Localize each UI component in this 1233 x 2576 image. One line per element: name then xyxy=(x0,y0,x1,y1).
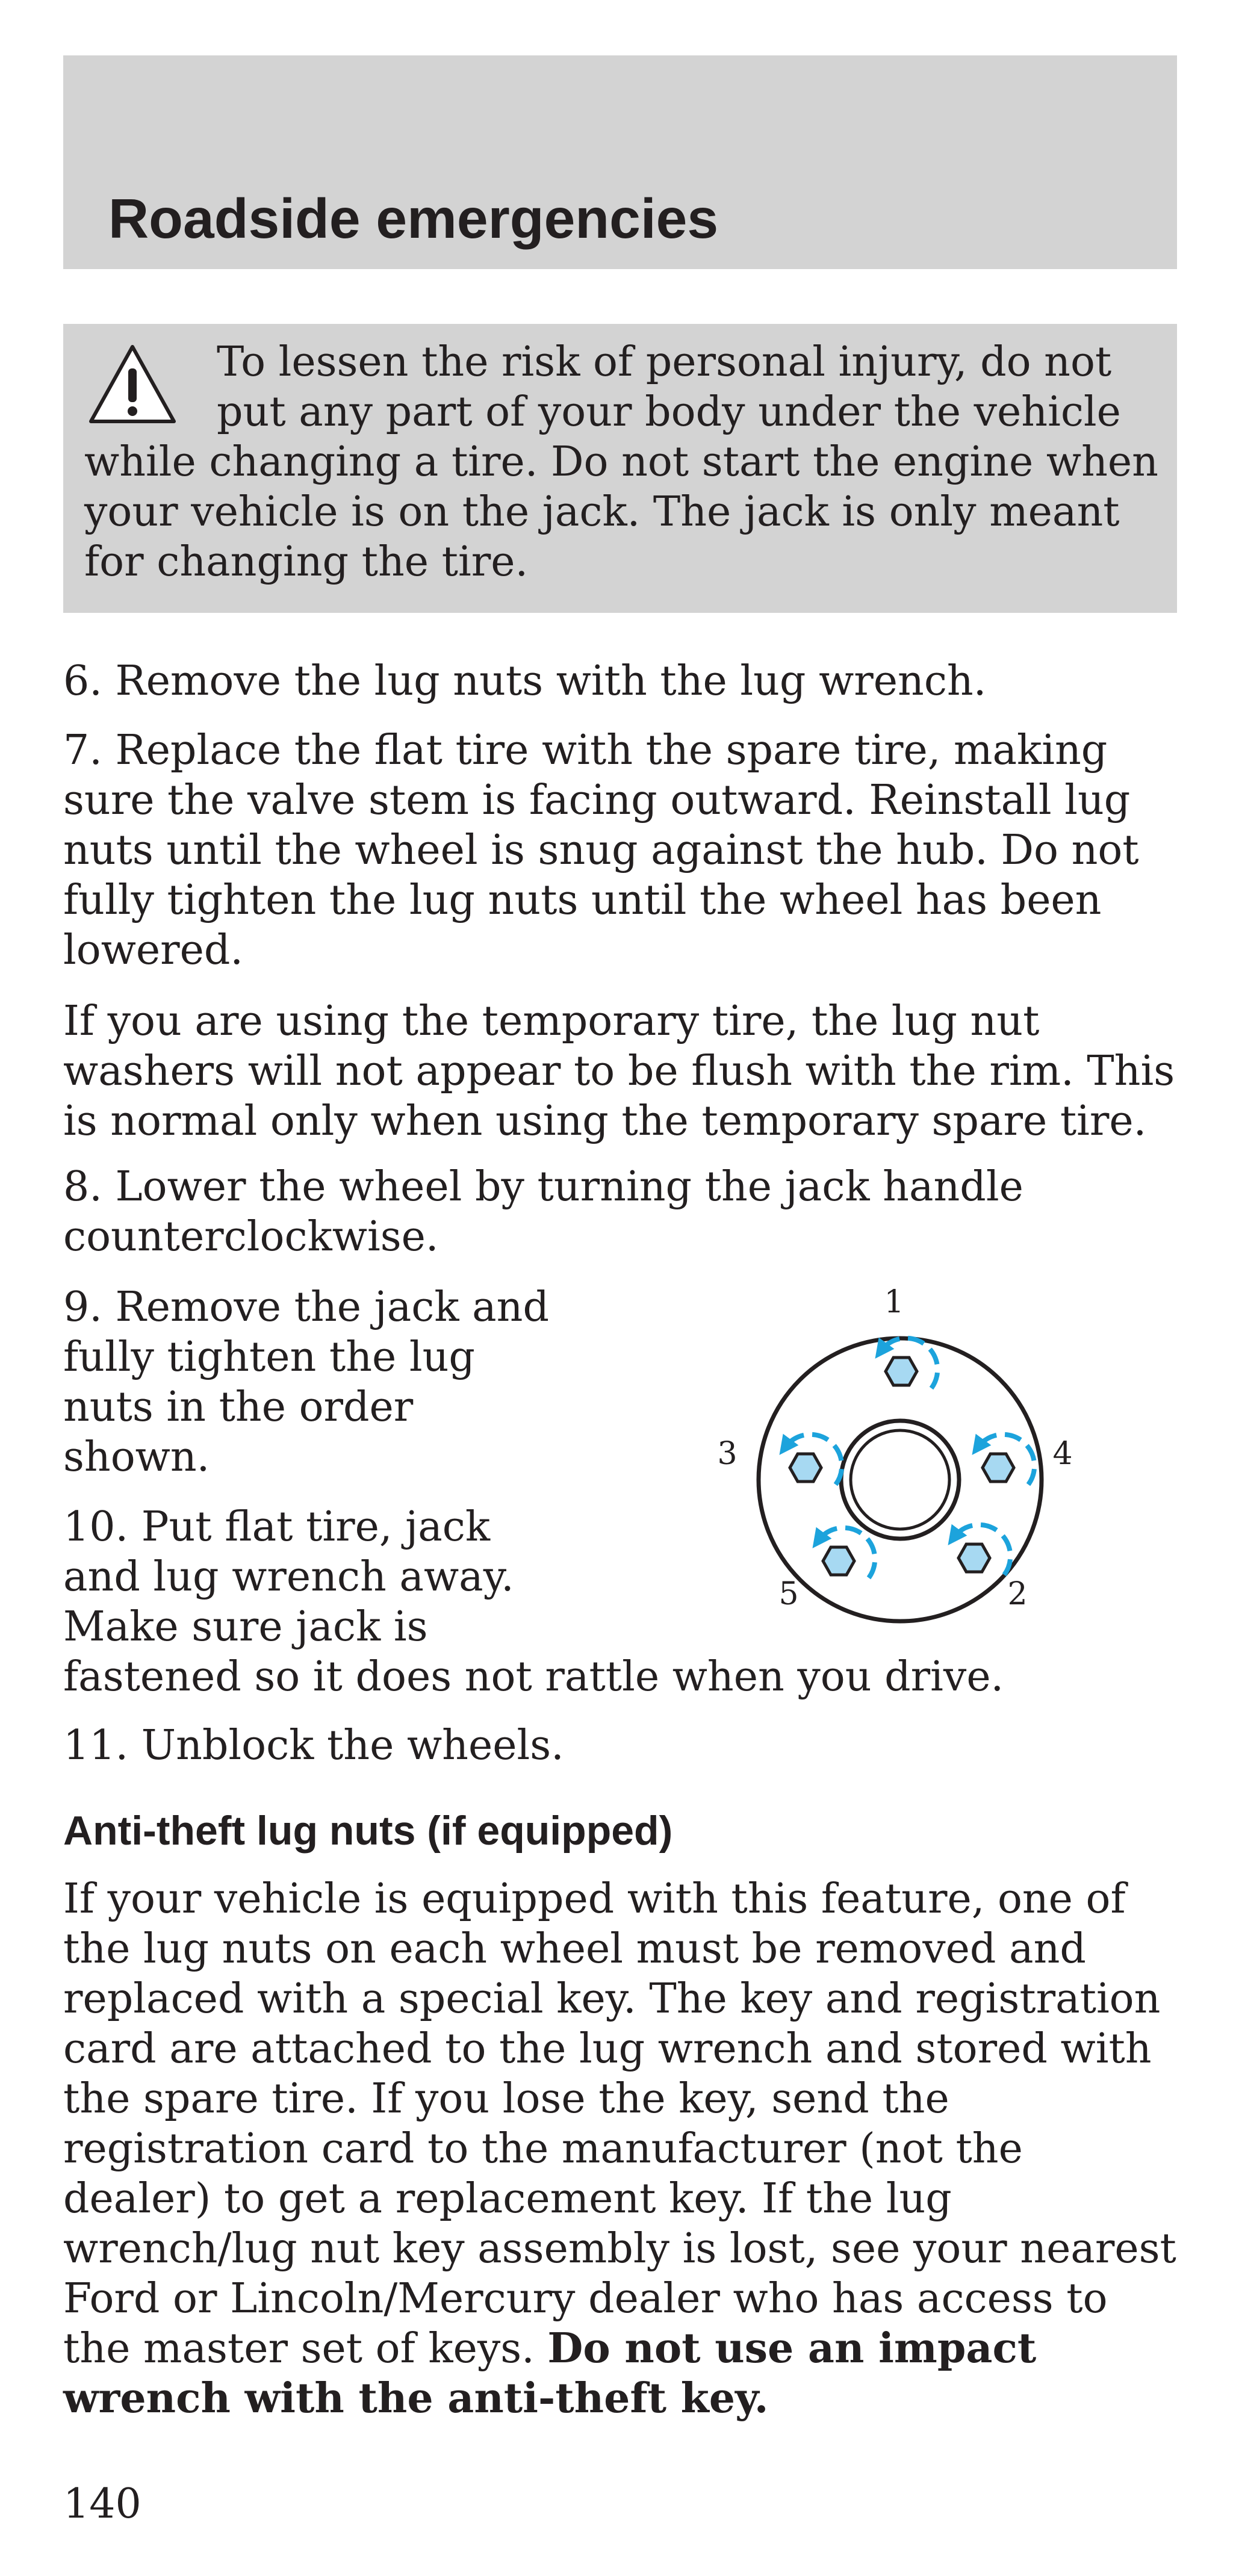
step-9-line: nuts in the order xyxy=(63,1383,414,1431)
lug-nut-3 xyxy=(785,1435,842,1485)
wheel-hub-inner xyxy=(851,1430,949,1529)
step-10-line: fastened so it does not rattle when you drive. xyxy=(63,1653,1004,1701)
step-9-line: 9. Remove the jack and xyxy=(63,1283,550,1331)
anti-theft-heading: Anti-theft lug nuts (if equipped) xyxy=(63,1808,673,1854)
lug-nut-order-diagram xyxy=(686,1276,1108,1650)
warning-box xyxy=(63,324,1177,613)
nut-label-5: 5 xyxy=(778,1576,799,1612)
step-9-line: shown. xyxy=(63,1433,210,1481)
wheel-hub-outer xyxy=(841,1421,959,1539)
step-10-line: 10. Put flat tire, jack xyxy=(63,1503,491,1551)
page-title: Roadside emergencies xyxy=(108,187,719,250)
step-9-line: fully tighten the lug xyxy=(63,1333,475,1381)
anti-theft-text xyxy=(63,1874,1177,2424)
nut-label-1: 1 xyxy=(884,1284,904,1320)
page-number: 140 xyxy=(63,2480,141,2528)
section-header xyxy=(63,55,1177,269)
anti-theft-body: If your vehicle is equipped with this feature, one of the lug nuts on each wheel must be removed and replaced with a special key. The key and registration card are attached to the lug wrench and stored with the spare tire. If you lose the key, send the registration card to the manufacturer (not the dealer) to get a replacement key. If the lug wrench/lug nut key assembly is lost, see your nearest Ford or Lincoln/Mercury dealer who has access to the master set of keys. xyxy=(63,1875,1176,2373)
warning-text: To lessen the risk of personal injury, do not put any part of your body under the vehicle while changing a tire. Do not start the engine when your vehicle is on the jack. The jack is only meant for changing the tire. xyxy=(84,338,1158,586)
anti-theft-warning: Do not use an impact wrench with the anti-theft key. xyxy=(63,2324,1037,2422)
step-7: 7. Replace the flat tire with the spare tire, making sure the valve stem is facing outward. Reinstall lug nuts until the wheel is snug against the hub. Do not fully tighten the lug nuts until the wheel has been lowered. xyxy=(63,727,1139,974)
step-10-line: Make sure jack is xyxy=(63,1603,428,1651)
temporary-tire-note: If you are using the temporary tire, the lug nut washers will not appear to be flush with the rim. This is normal only when using the temporary spare tire. xyxy=(63,998,1175,1145)
lug-nut-2 xyxy=(954,1525,1010,1575)
nut-label-4: 4 xyxy=(1052,1436,1073,1472)
nut-label-3: 3 xyxy=(717,1436,738,1472)
step-8: 8. Lower the wheel by turning the jack handle counterclockwise. xyxy=(63,1163,1023,1261)
lug-nut-4 xyxy=(978,1435,1034,1485)
step-11: 11. Unblock the wheels. xyxy=(63,1722,564,1769)
step-6: 6. Remove the lug nuts with the lug wrench. xyxy=(63,657,987,705)
lug-nut-1 xyxy=(881,1338,937,1388)
step-10-line: and lug wrench away. xyxy=(63,1553,514,1601)
lug-nut-5 xyxy=(818,1528,875,1578)
nut-label-2: 2 xyxy=(1007,1576,1028,1612)
